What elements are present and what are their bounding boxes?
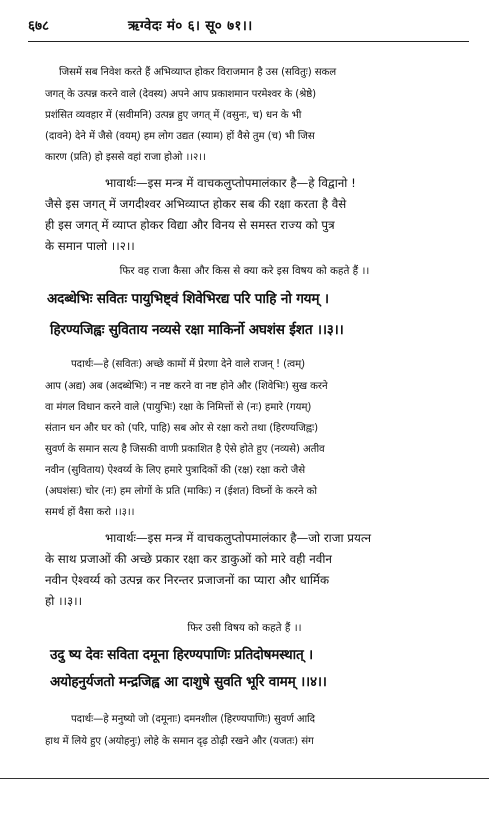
mantra-line: अयोहनुर्यजतो मन्द्रजिह्व आ दाशुषे सुवति भूरि वामम् ।।४।। [50,674,327,690]
padartha-line: वा मंगल विधान करने वाले (पायुभिः) रक्षा के निमित्तों से (नः) हमारे (गयम्) [45,402,312,413]
bhavartha-line: के साथ प्रजाओं की अच्छे प्रकार रक्षा कर डाकुओं को मारे वही नवीन [45,552,332,566]
padartha-line: पदार्थः—हे मनुष्यो जो (दमूनाः) दमनशील (हिरण्यपाणिः) सुवर्ण आदि [71,714,315,725]
bhavartha-heading: भावार्थः—इस मन्त्र में वाचकलुप्तोपमालंकार है—हे विद्वानो ! [105,176,356,190]
commentary-line: कारण (प्रति) हो इससे वहां राजा होओ ।।२।। [45,152,206,163]
mantra-line: हिरण्यजिह्वः सुविताय नव्यसे रक्षा माकिर्नो अघशंस ईशत ।।३।। [50,322,344,338]
bhavartha-line: हो ।।३।। [45,594,83,608]
running-title: ऋग्वेदः मं० ६। सू० ७१।। [128,18,253,34]
page-header [28,12,469,38]
page-number: ६७८ [28,18,50,34]
section-intro: फिर वह राजा कैसा और किस से क्या करे इस विषय को कहते हैं ।। [119,265,370,277]
mantra-line: उदु ष्य देवः सविता दमूना हिरण्यपाणिः प्रतिदोषमस्थात् । [50,647,314,663]
section-intro: फिर उसी विषय को कहते हैं ।। [187,622,302,634]
commentary-line: (दावने) देने में जैसे (वयम्) हम लोग उद्यत (स्याम) हों वैसे तुम (च) भी जिस [45,131,315,142]
padartha-line: सुवर्ण के समान सत्य है जिसकी वाणी प्रकाशित है ऐसे होते हुए (नव्यसे) अतीव [45,444,325,455]
bhavartha-line: ही इस जगत् में व्याप्त होकर विद्या और विनय से समस्त राज्य को पुत्र [45,218,335,232]
commentary-line: प्रशंसित व्यवहार में (सवीमनि) उत्पन्न हुए जगत् में (वसुनः, च) धन के भी [45,110,302,121]
bhavartha-heading: भावार्थः—इस मन्त्र में वाचकलुप्तोपमालंकार है—जो राजा प्रयत्न [105,531,372,545]
commentary-line: जिसमें सब निवेश करते हैं अभिव्याप्त होकर विराजमान है उस (सवितुः) सकल [59,67,337,78]
padartha-line: समर्थ हों वैसा करो ।।३।। [45,507,135,518]
padartha-line: हाथ में लिये हुए (अयोहनुः) लोहे के समान दृढ़ ठोढ़ी रखने और (यजतः) संग [45,736,314,747]
padartha-line: नवीन (सुविताय) ऐश्वर्य्य के लिए हमारे पुत्रादिकों की (रक्ष) रक्षा करो जैसे [45,465,306,476]
padartha-line: आप (अद्य) अब (अदब्धेभिः) न नष्ट करने वा नष्ट होने और (शिवेभिः) सुख करने [45,381,328,392]
commentary-line: जगत् के उत्पन्न करने वाले (देवस्य) अपने आप प्रकाशमान परमेश्वर के (श्रेष्ठे) [45,89,316,100]
mantra-line: अदब्धेभिः सवितः पायुभिष्ट्वं शिवेभिरद्य परि पाहि नो गयम् । [47,291,329,307]
bhavartha-line: जैसे इस जगत् में जगदीश्वर अभिव्याप्त होकर सब की रक्षा करता है वैसे [45,197,347,211]
padartha-line: (अघशंसः) चोर (नः) हम लोगों के प्रति (माकिः) न (ईशत) विघ्नों के करने को [45,486,317,497]
bhavartha-line: के समान पालो ।।२।। [45,239,135,253]
bhavartha-line: नवीन ऐश्वर्य्य को उत्पन्न कर निरन्तर प्रजाजनों का प्यारा और धार्मिक [45,573,330,587]
header-rule [28,41,469,42]
scan-edge-line [0,778,489,779]
padartha-line: पदार्थः—हे (सवितः) अच्छे कामों में प्रेरणा देने वाले राजन् ! (त्वम्) [71,359,305,370]
padartha-line: संतान धन और घर को (परि, पाहि) सब ओर से रक्षा करो तथा (हिरण्यजिह्वः) [45,423,318,434]
